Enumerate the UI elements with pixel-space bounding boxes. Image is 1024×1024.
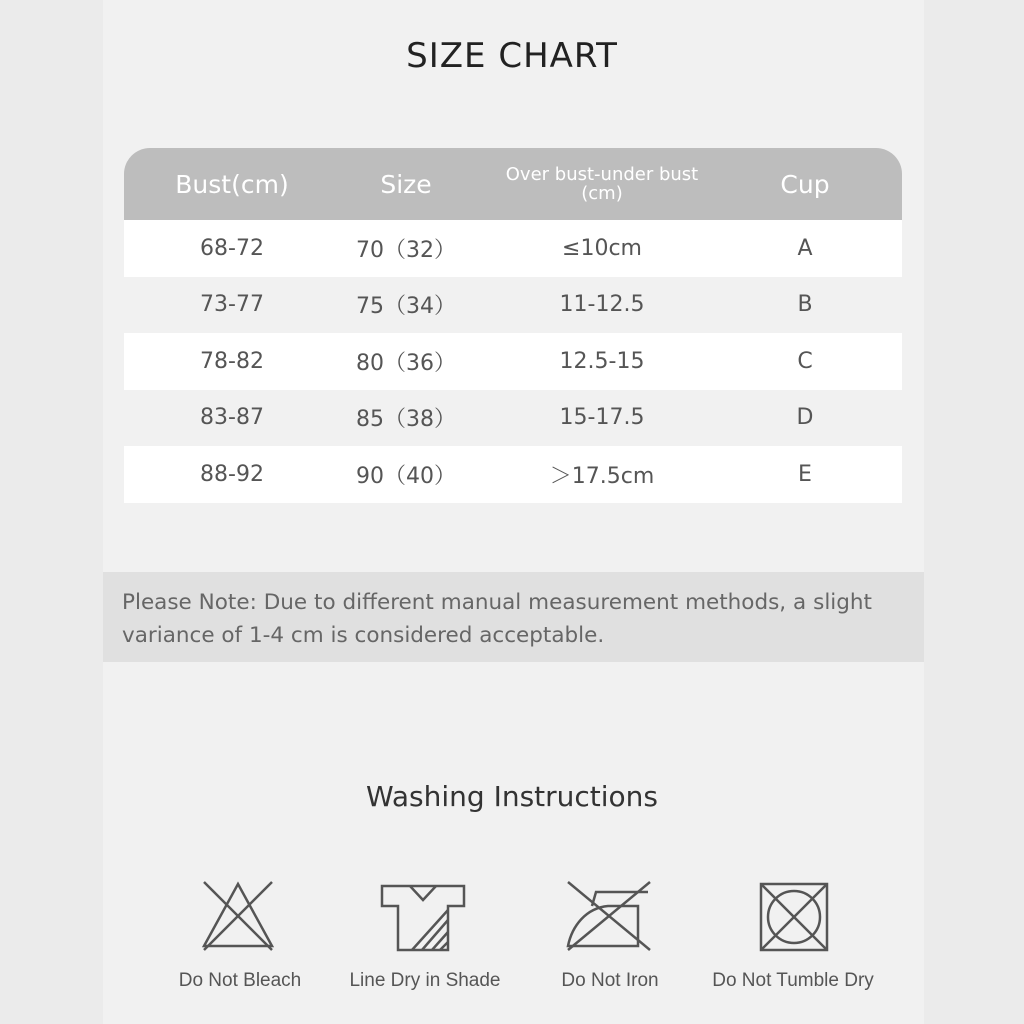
cell-size: 75（34） xyxy=(356,294,456,320)
line-dry-in-shade-label: Line Dry in Shade xyxy=(349,970,501,991)
table-row xyxy=(124,277,902,334)
cell-diff: 11-12.5 xyxy=(559,292,645,318)
cell-cup: D xyxy=(796,405,814,431)
table-row xyxy=(124,390,902,447)
cell-diff: 15-17.5 xyxy=(559,405,645,431)
do-not-iron-label: Do Not Iron xyxy=(561,970,659,991)
do-not-tumble-dry-label: Do Not Tumble Dry xyxy=(712,970,874,991)
header-bust: Bust(cm) xyxy=(175,169,289,199)
do-not-iron-icon xyxy=(562,878,656,954)
header-size: Size xyxy=(380,169,432,199)
cell-cup: A xyxy=(797,235,813,261)
cell-cup: B xyxy=(797,292,813,318)
header-diff-line2: (cm) xyxy=(581,183,623,204)
cell-bust: 78-82 xyxy=(200,348,264,374)
cell-size: 85（38） xyxy=(356,407,456,433)
header-cup: Cup xyxy=(780,169,830,199)
table-header xyxy=(124,148,902,220)
cell-diff: ≤10cm xyxy=(562,235,642,261)
size-chart-table xyxy=(124,148,902,503)
table-row xyxy=(124,446,902,503)
cell-bust: 83-87 xyxy=(200,405,264,431)
cell-size: 70（32） xyxy=(356,237,456,263)
cell-bust: 68-72 xyxy=(200,235,264,261)
cell-size: 90（40） xyxy=(356,463,456,489)
cell-size: 80（36） xyxy=(356,350,456,376)
cell-bust: 88-92 xyxy=(200,461,264,487)
header-over-under-bust xyxy=(472,165,732,203)
table-row xyxy=(124,333,902,390)
do-not-tumble-dry-icon xyxy=(757,878,831,954)
cell-diff: ＞17.5cm xyxy=(549,463,655,489)
cell-bust: 73-77 xyxy=(200,292,264,318)
do-not-bleach-label: Do Not Bleach xyxy=(178,970,302,991)
washing-instructions-title: Washing Instructions xyxy=(365,780,659,813)
cell-cup: C xyxy=(797,348,813,374)
cell-diff: 12.5-15 xyxy=(559,348,645,374)
cell-cup: E xyxy=(798,461,812,487)
measurement-note: Please Note: Due to different manual measurement methods, a slight variance of 1-4 cm is considered acceptable. xyxy=(103,572,924,662)
header-diff-line1: Over bust-under bust xyxy=(505,164,699,185)
do-not-bleach-icon xyxy=(200,878,276,954)
line-dry-in-shade-icon xyxy=(378,882,468,954)
size-chart-title: SIZE CHART xyxy=(406,36,618,76)
table-row xyxy=(124,220,902,277)
